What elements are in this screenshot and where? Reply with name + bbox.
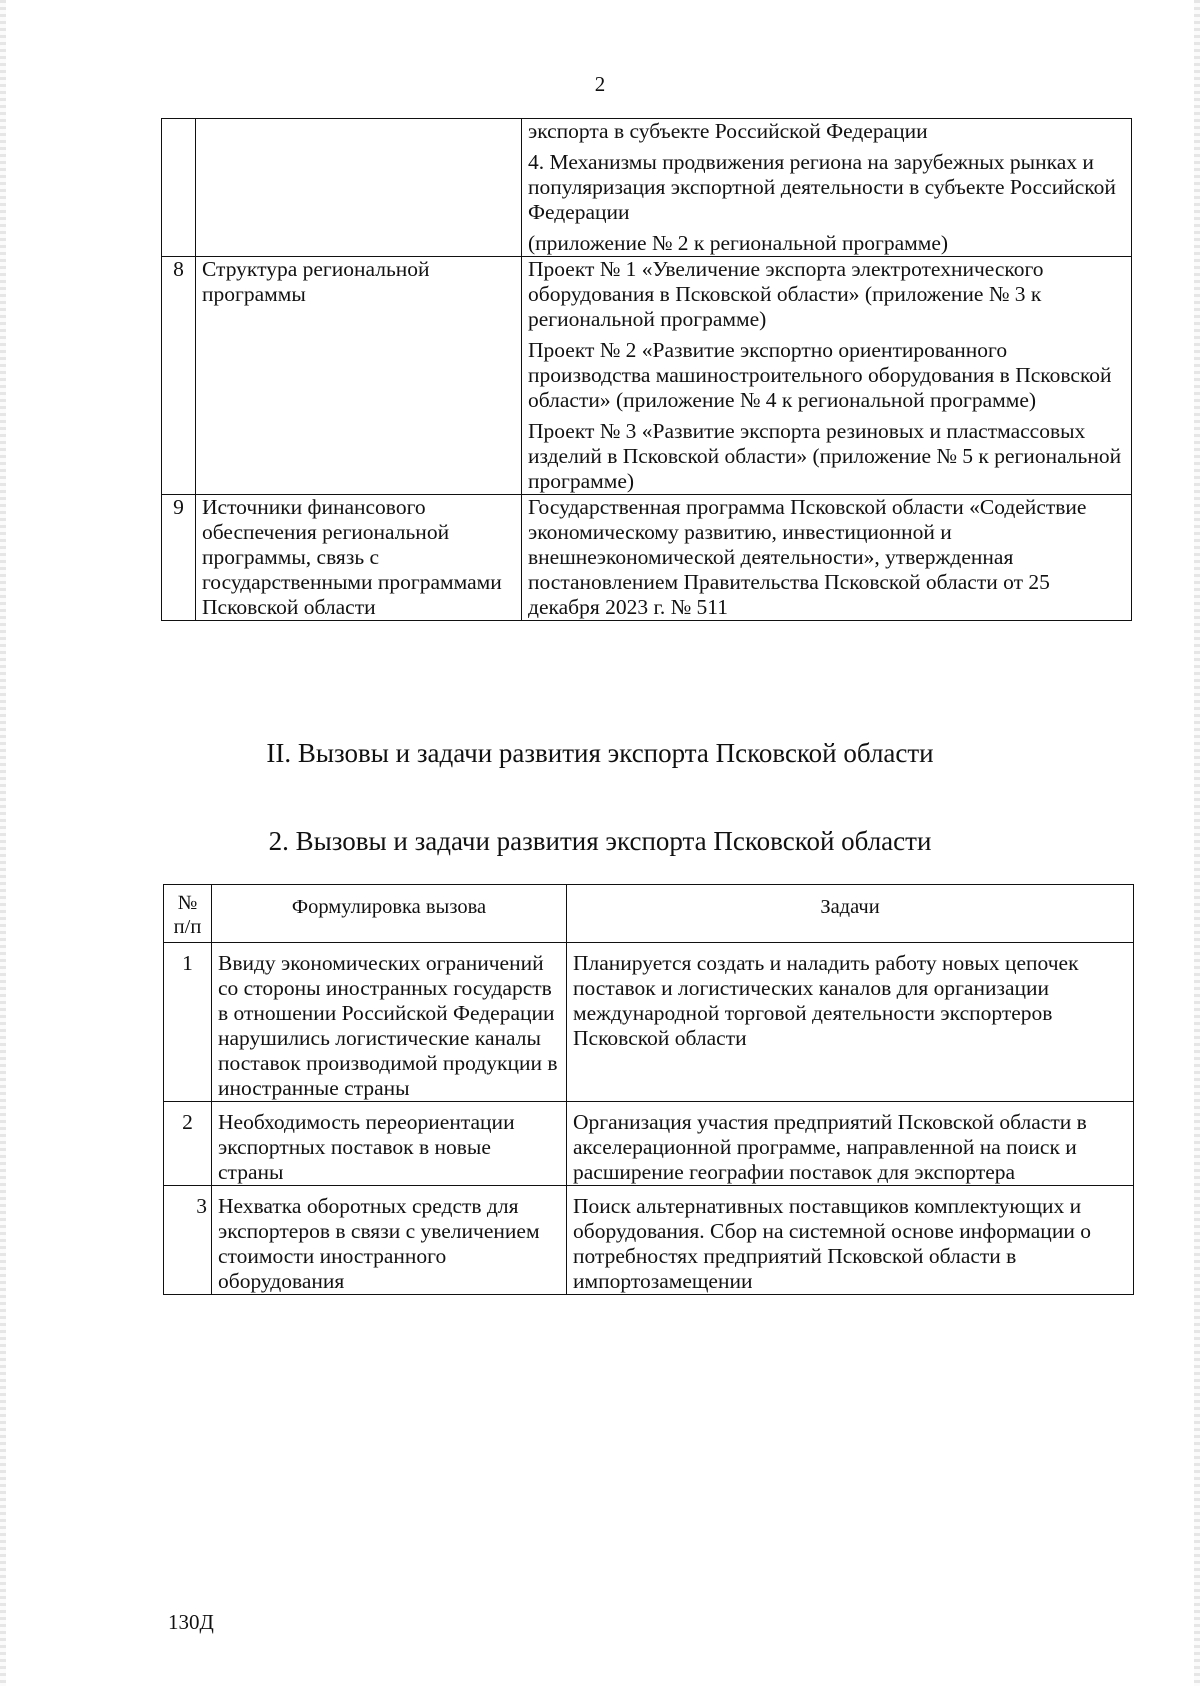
row-number [162,119,196,257]
row-number: 1 [164,943,212,1102]
paragraph: Проект № 1 «Увеличение экспорта электротехнического оборудования в Псковской области» (приложение № 3 к региональной программе) [528,257,1044,331]
table-row [162,119,1132,257]
row-number: 9 [162,495,196,621]
row-number: 3 [164,1186,212,1295]
paragraph: Проект № 2 «Развитие экспортно ориентированного производства машиностроительного оборудования в Псковской области» (приложение № 4 к региональной программе) [528,338,1112,412]
paragraph: (приложение № 2 к региональной программе) [528,231,949,255]
row-content [522,257,1132,495]
paragraph: 4. Механизмы продвижения региона на зарубежных рынках и популяризация экспортной деятельности в субъекте Российской Федерации [528,150,1116,224]
paragraph: экспорта в субъекте Российской Федерации [528,119,928,143]
page-number: 2 [594,72,606,96]
table-header-row [164,885,1134,943]
row-number: 8 [162,257,196,495]
row-content [522,119,1132,257]
table-row [164,943,1134,1102]
tasks-cell: Поиск альтернативных поставщиков комплектующих и оборудования. Сбор на системной основе информации о потребностях предприятий Псковской области в импортозамещении [567,1186,1134,1295]
row-content [522,495,1132,621]
challenge-cell: Ввиду экономических ограничений со стороны иностранных государств в отношении Российской Федерации нарушились логистические каналы поставок производимой продукции в иностранные страны [212,943,567,1102]
table-row [162,495,1132,621]
challenge-cell: Необходимость переориентации экспортных поставок в новые страны [212,1102,567,1186]
tasks-cell: Организация участия предприятий Псковской области в акселерационной программе, направленной на поиск и расширение географии поставок для экспортера [567,1102,1134,1186]
challenge-cell: Нехватка оборотных средств для экспортеров в связи с увеличением стоимости иностранного оборудования [212,1186,567,1295]
table-title: 2. Вызовы и задачи развития экспорта Псковской области [268,826,932,856]
section-heading: II. Вызовы и задачи развития экспорта Псковской области [266,738,934,768]
row-name: Источники финансового обеспечения региональной программы, связь с государственными программами Псковской области [196,495,522,621]
table-row [162,257,1132,495]
passport-table [161,118,1132,621]
header-tasks: Задачи [567,885,1134,943]
row-name [196,119,522,257]
paragraph: Проект № 3 «Развитие экспорта резиновых и пластмассовых изделий в Псковской области» (приложение № 5 к региональной программе) [528,419,1122,493]
row-name: Структура региональной программы [196,257,522,495]
header-challenge: Формулировка вызова [212,885,567,943]
challenges-table [163,884,1134,1295]
header-num: № п/п [164,885,212,943]
paragraph: Государственная программа Псковской области «Содействие экономическому развитию, инвестиционной и внешнеэкономической деятельности», утвержденная постановлением Правительства Псковской области от 25 декабря 2023 г. № 511 [528,495,1087,619]
row-number: 2 [164,1102,212,1186]
table-row [164,1102,1134,1186]
tasks-cell: Планируется создать и наладить работу новых цепочек поставок и логистических каналов для организации международной торговой деятельности экспортеров Псковской области [567,943,1134,1102]
document-code: 130Д [168,1610,214,1634]
table-row [164,1186,1134,1295]
